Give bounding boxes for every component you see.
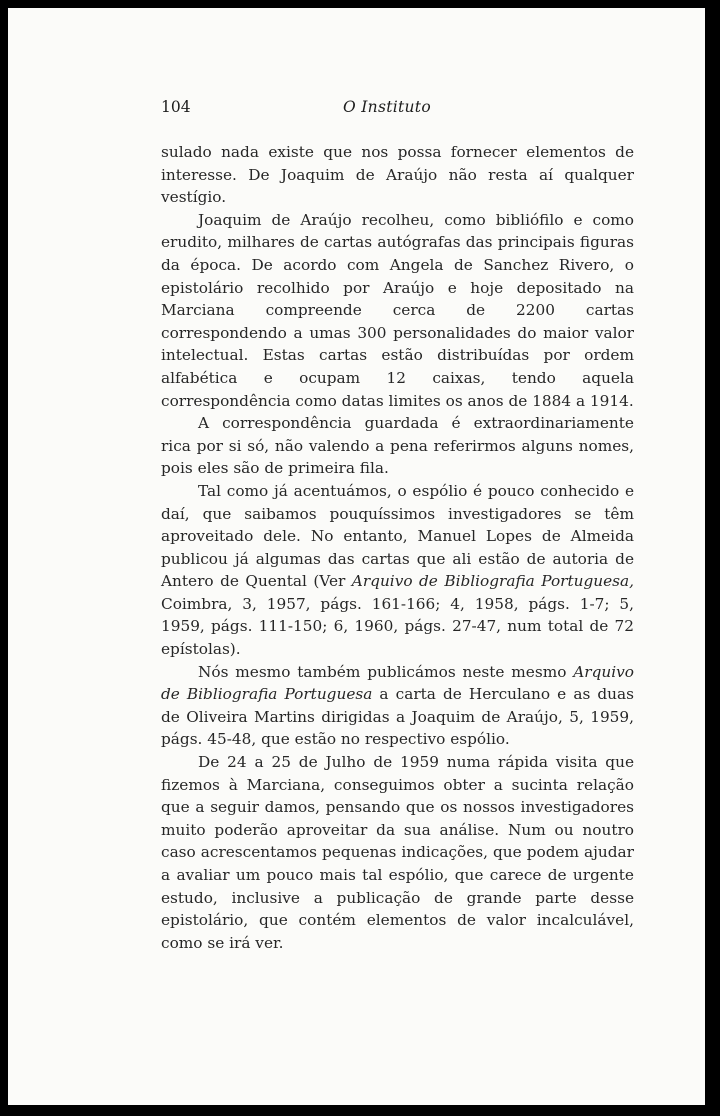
paragraph-publications [161, 661, 634, 751]
paragraph-text: Coimbra, 3, 1957, págs. 161-166; 4, 1958, págs. 1-7; 5, 1959, págs. 111-150; 6, 1960, págs. 27-47, num total de 72 epístolas). [161, 594, 634, 659]
paragraph-continuation: sulado nada existe que nos possa fornecer elementos de interesse. De Joaquim de Araújo não resta aí qualquer vestígio. [161, 143, 634, 207]
paragraph-espolio [161, 480, 634, 661]
body-text [161, 141, 634, 954]
page-header [161, 98, 635, 120]
journal-title: Arquivo de Bibliografia Portuguesa [161, 662, 634, 704]
paragraph-correspondence: A correspondência guardada é extraordinariamente rica por si só, não valendo a pena referirmos alguns nomes, pois eles são de primeira fila. [161, 414, 634, 478]
paragraph-text: Nós mesmo também publicámos neste mesmo [198, 662, 574, 681]
running-title: O Instituto [343, 98, 431, 116]
page-number: 104 [161, 98, 191, 116]
paragraph-visit: De 24 a 25 de Julho de 1959 numa rápida visita que fizemos à Marciana, conseguimos obter a sucinta relação que a seguir damos, pensando que os nossos investigadores muito poderão aproveitar da sua análise. Num ou noutro caso acrescentamos pequenas indicações, que podem ajudar a avaliar um pouco mais tal espólio, que carece de urgente estudo, inclusive a publicação de grande parte desse epistolário, que contém elementos de valor incalculável, como se irá ver. [161, 753, 634, 952]
book-page [8, 8, 705, 1105]
paragraph-text: a carta de Herculano e as duas de Oliveira Martins dirigidas a Joaquim de Araújo, 5, 1959, págs. 45-48, que estão no respectivo espólio. [161, 685, 634, 749]
paragraph-text: Tal como já acentuámos, o espólio é pouco conhecido e daí, que saibamos pouquíssimos investigadores se têm aproveitado dele. No entanto, Manuel Lopes de Almeida publicou já algumas das cartas que ali estão de autoria de Antero de Quental (Ver [161, 481, 634, 591]
paragraph-araujo-collection: Joaquim de Araújo recolheu, como bibliófilo e como erudito, milhares de cartas autógrafas das principais figuras da época. De acordo com Angela de Sanchez Rivero, o epistolário recolhido por Araújo e hoje depositado na Marciana compreende cerca de 2200 cartas correspondendo a umas 300 personalidades do maior valor intelectual. Estas cartas estão distribuídas por ordem alfabética e ocupam 12 caixas, tendo aquela correspondência como datas limites os anos de 1884 a 1914. [161, 210, 634, 410]
journal-title: Arquivo de Bibliografia Portuguesa, [351, 572, 634, 591]
